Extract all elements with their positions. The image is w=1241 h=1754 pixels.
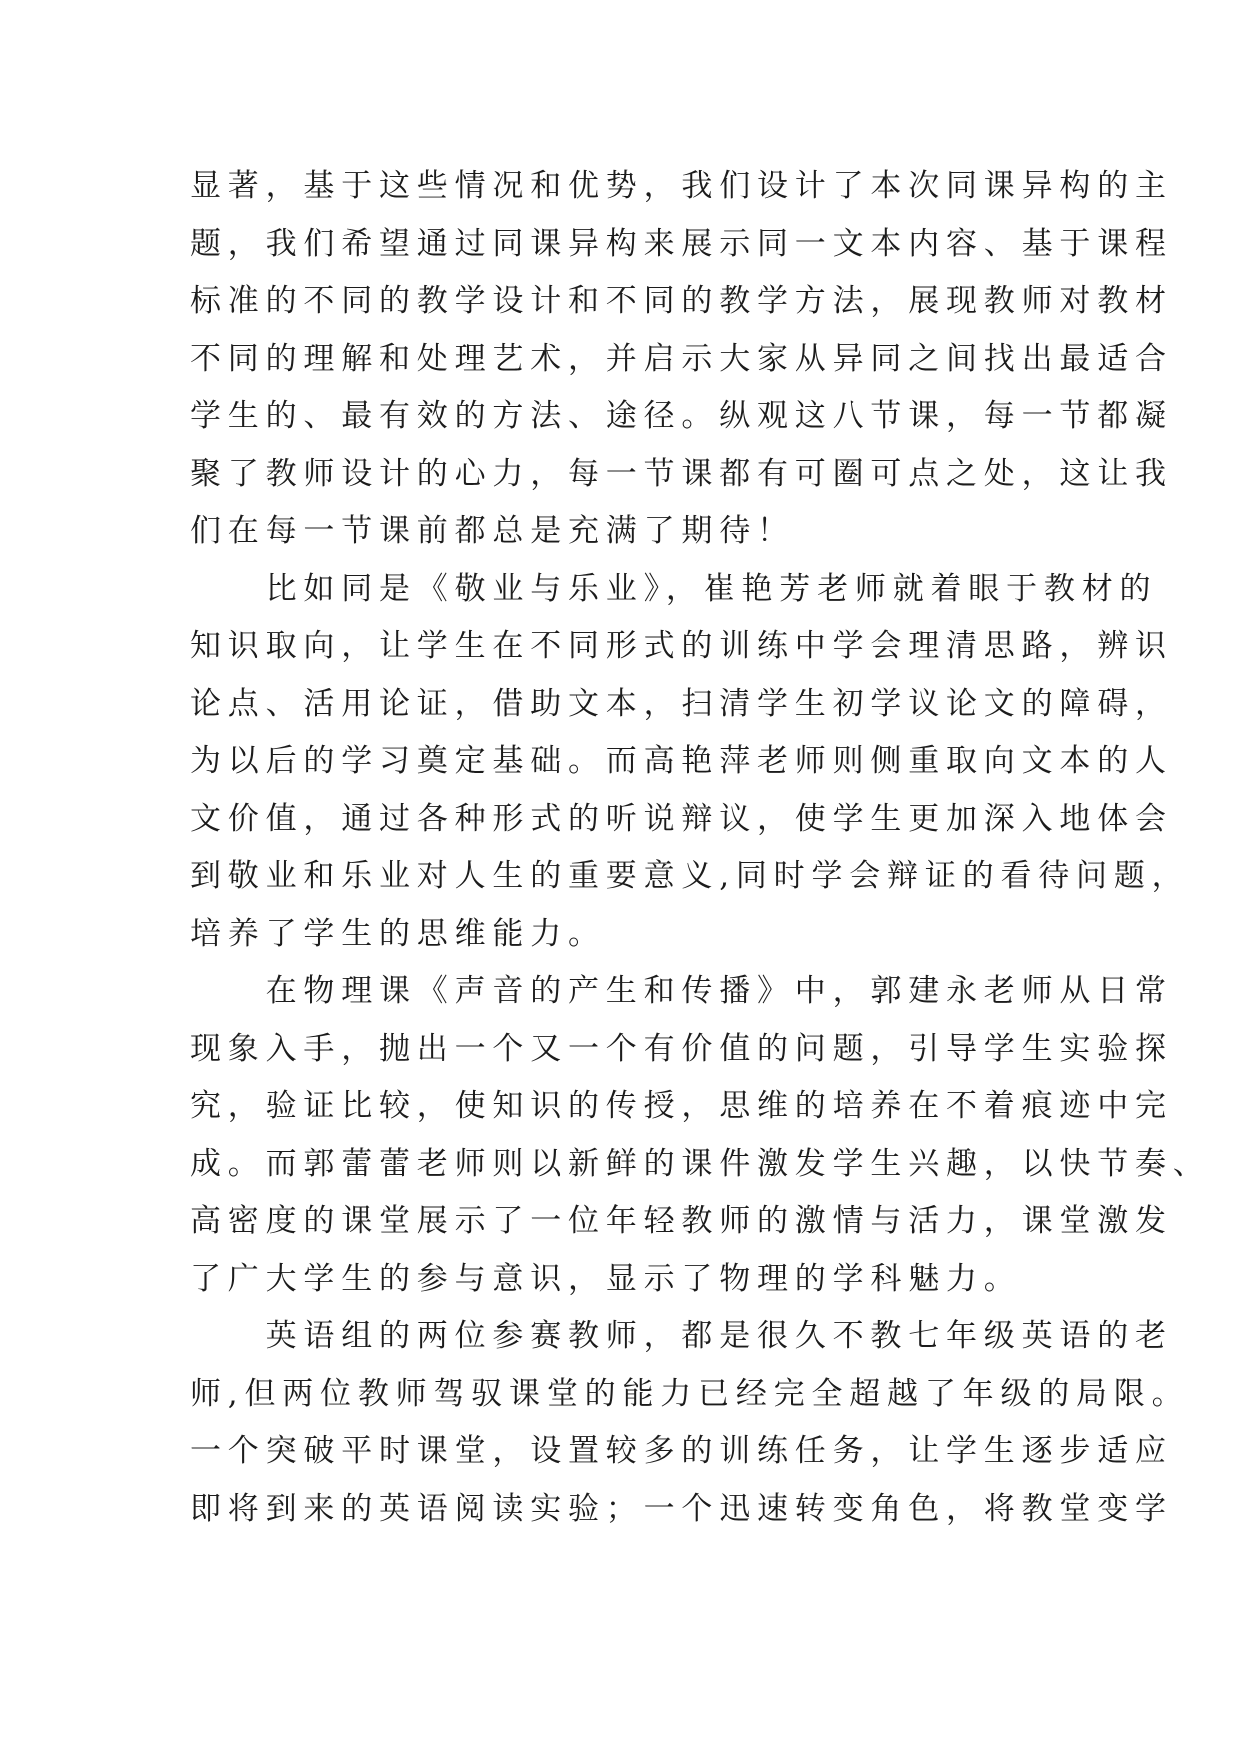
text-line: 培养了学生的思维能力。 xyxy=(190,915,606,952)
text-line: 师,但两位教师驾驭课堂的能力已经完全超越了年级的局限。 xyxy=(190,1375,1190,1412)
text-line: 即将到来的英语阅读实验；一个迅速转变角色，将教堂变学 xyxy=(190,1490,1173,1527)
text-line: 不同的理解和处理艺术，并启示大家从异同之间找出最适合 xyxy=(190,340,1173,377)
text-line: 为以后的学习奠定基础。而高艳萍老师则侧重取向文本的人 xyxy=(190,743,1173,779)
text-line: 比如同是《敬业与乐业》，崔艳芳老师就着眼于教材的 xyxy=(190,570,1158,607)
text-line: 高密度的课堂展示了一位年轻教师的激情与活力，课堂激发 xyxy=(190,1203,1173,1239)
text-line: 标准的不同的教学设计和不同的教学方法，展现教师对教材 xyxy=(190,283,1173,319)
text-line: 一个突破平时课堂，设置较多的训练任务，让学生逐步适应 xyxy=(190,1433,1173,1469)
text-line: 成。而郭蕾蕾老师则以新鲜的课件激发学生兴趣，以快节奏、 xyxy=(190,1145,1211,1182)
text-line: 论点、活用论证，借助文本，扫清学生初学议论文的障碍， xyxy=(190,685,1173,722)
text-line: 现象入手，抛出一个又一个有价值的问题，引导学生实验探 xyxy=(190,1030,1173,1067)
text-line: 学生的、最有效的方法、途径。纵观这八节课，每一节都凝 xyxy=(190,398,1173,434)
text-line: 聚了教师设计的心力，每一节课都有可圈可点之处，这让我 xyxy=(190,455,1173,492)
text-line: 题，我们希望通过同课异构来展示同一文本内容、基于课程 xyxy=(190,225,1173,262)
text-line: 们在每一节课前都总是充满了期待！ xyxy=(190,513,795,549)
text-line: 了广大学生的参与意识，显示了物理的学科魅力。 xyxy=(190,1260,1022,1297)
text-line: 在物理课《声音的产生和传播》中，郭建永老师从日常 xyxy=(190,973,1173,1009)
text-line: 显著，基于这些情况和优势，我们设计了本次同课异构的主 xyxy=(190,168,1173,204)
text-line: 知识取向，让学生在不同形式的训练中学会理清思路，辨识 xyxy=(190,628,1173,664)
text-line: 到敬业和乐业对人生的重要意义,同时学会辩证的看待问题， xyxy=(190,858,1190,894)
text-line: 文价值，通过各种形式的听说辩议，使学生更加深入地体会 xyxy=(190,800,1173,837)
body-text xyxy=(190,158,1211,1538)
text-line: 英语组的两位参赛教师，都是很久不教七年级英语的老 xyxy=(190,1318,1173,1354)
text-line: 究，验证比较，使知识的传授，思维的培养在不着痕迹中完 xyxy=(190,1088,1173,1124)
